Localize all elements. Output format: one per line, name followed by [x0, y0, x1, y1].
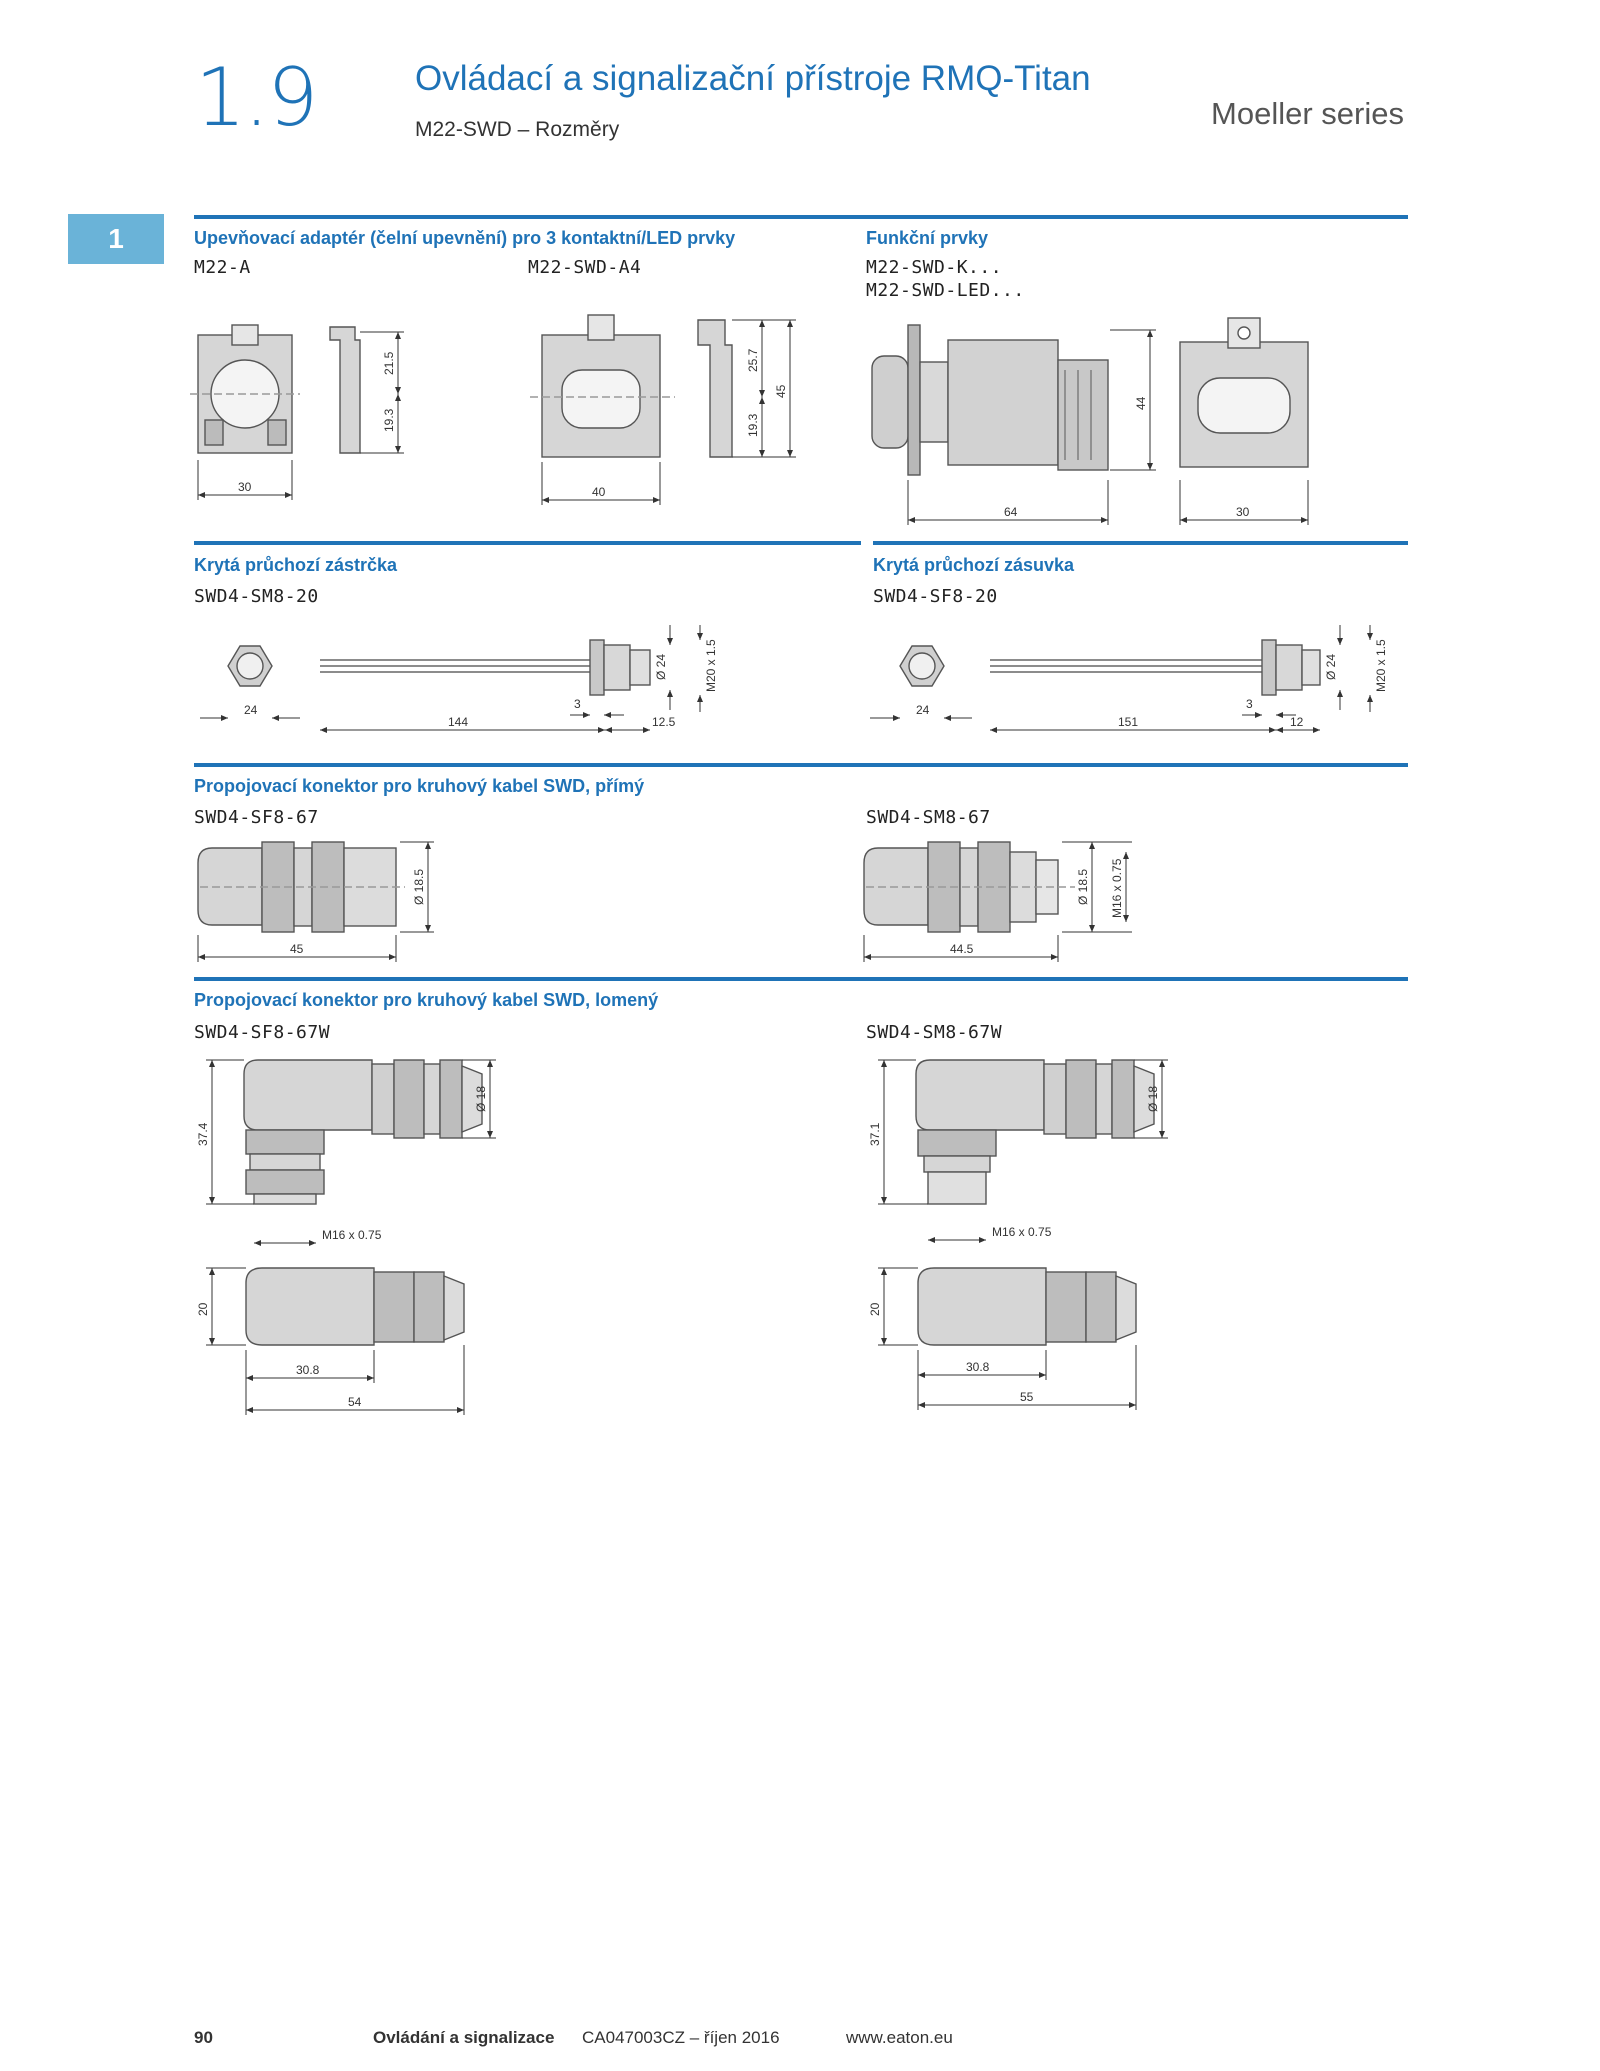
dim-label: 19.3	[746, 413, 760, 437]
model-code: SWD4-SF8-67	[194, 807, 319, 828]
model-code: SWD4-SF8-67W	[194, 1022, 331, 1043]
dim-label: Ø 18	[474, 1085, 488, 1112]
m22-a-front-drawing	[190, 325, 300, 453]
page-number: 90	[194, 2028, 213, 2047]
model-code: SWD4-SF8-20	[873, 586, 998, 607]
dim-label: M16 x 0.75	[992, 1225, 1052, 1239]
swd4-sf8-67-drawing	[198, 842, 405, 932]
dim-label: Ø 18	[1146, 1085, 1160, 1112]
dim-label: 55	[1020, 1390, 1034, 1404]
dim-label: M20 x 1.5	[704, 639, 718, 692]
dim-label: M16 x 0.75	[322, 1228, 382, 1242]
dim-label: 12.5	[652, 715, 676, 729]
dim-label: 144	[448, 715, 469, 729]
dim-label: 45	[290, 942, 304, 956]
dim-label: Ø 18.5	[1076, 868, 1090, 905]
dim-label: 3	[1246, 697, 1253, 711]
footer-title: Ovládání a signalizace	[373, 2028, 555, 2047]
swd4-sm8-67w-bottom-drawing	[918, 1268, 1136, 1345]
page-title: Ovládací a signalizační přístroje RMQ-Titan	[415, 59, 1091, 98]
model-code: M22-SWD-A4	[528, 257, 642, 278]
swd4-sm8-67-drawing	[864, 842, 1075, 932]
dim-label: Ø 24	[654, 653, 668, 680]
dim-label: 3	[574, 697, 581, 711]
dim-label: 40	[592, 485, 606, 499]
model-code: SWD4-SM8-67W	[866, 1022, 1003, 1043]
chapter-tab-label: 1	[108, 223, 124, 254]
section-title: Upevňovací adaptér (čelní upevnění) pro 3 kontaktní/LED prvky	[194, 228, 736, 248]
swd4-sm8-20-face-drawing	[228, 646, 272, 686]
dim-label: 21.5	[382, 351, 396, 375]
dim-label: 151	[1118, 715, 1139, 729]
swd4-sm8-20-side-drawing	[320, 640, 650, 695]
dim-label: 20	[868, 1302, 882, 1316]
section-title: Krytá průchozí zásuvka	[873, 555, 1075, 575]
dim-label: 64	[1004, 505, 1018, 519]
dim-label: Ø 24	[1324, 653, 1338, 680]
dim-label: 30.8	[296, 1363, 320, 1377]
footer-doc: CA047003CZ – říjen 2016	[582, 2028, 780, 2047]
dim-label: 44.5	[950, 942, 974, 956]
model-code: M22-SWD-LED...	[866, 280, 1025, 301]
chapter-number: 1.9	[195, 51, 317, 144]
swd4-sf8-67w-drawing	[244, 1060, 482, 1204]
section-title: Funkční prvky	[866, 228, 989, 248]
dim-label: 12	[1290, 715, 1304, 729]
model-code: M22-SWD-K...	[866, 257, 1003, 278]
dim-label: 45	[774, 384, 788, 398]
m22-swd-a4-side-drawing	[698, 320, 732, 457]
dim-label: 20	[196, 1302, 210, 1316]
dim-label: 44	[1134, 396, 1148, 410]
m22-swd-a4-front-drawing	[530, 315, 675, 457]
footer-url[interactable]: www.eaton.eu	[846, 2028, 953, 2047]
dim-label: 54	[348, 1395, 362, 1409]
section-title: Krytá průchozí zástrčka	[194, 555, 398, 575]
function-element-side-drawing	[872, 325, 1108, 475]
dim-label: M16 x 0.75	[1110, 858, 1124, 918]
dim-label: Ø 18.5	[412, 868, 426, 905]
dim-label: 19.3	[382, 408, 396, 432]
dim-label: 24	[916, 703, 930, 717]
dim-label: 30	[238, 480, 252, 494]
swd4-sf8-20-face-drawing	[900, 646, 944, 686]
swd4-sf8-67w-bottom-drawing	[246, 1268, 464, 1345]
page-subtitle: M22-SWD – Rozměry	[415, 118, 620, 141]
dim-label: M20 x 1.5	[1374, 639, 1388, 692]
dim-label: 30	[1236, 505, 1250, 519]
dim-label: 37.1	[868, 1122, 882, 1146]
model-code: SWD4-SM8-67	[866, 807, 991, 828]
swd4-sm8-67w-drawing	[916, 1060, 1154, 1204]
function-element-front-drawing	[1180, 318, 1308, 467]
dim-label: 24	[244, 703, 258, 717]
model-code: M22-A	[194, 257, 251, 278]
m22-a-side-drawing	[330, 327, 360, 453]
section-title: Propojovací konektor pro kruhový kabel SWD, lomený	[194, 990, 659, 1010]
dim-label: 30.8	[966, 1360, 990, 1374]
dim-label: 25.7	[746, 348, 760, 372]
section-title: Propojovací konektor pro kruhový kabel SWD, přímý	[194, 776, 645, 796]
model-code: SWD4-SM8-20	[194, 586, 319, 607]
swd4-sf8-20-side-drawing	[990, 640, 1320, 695]
dim-label: 37.4	[196, 1122, 210, 1146]
series-label: Moeller series	[1211, 96, 1404, 131]
